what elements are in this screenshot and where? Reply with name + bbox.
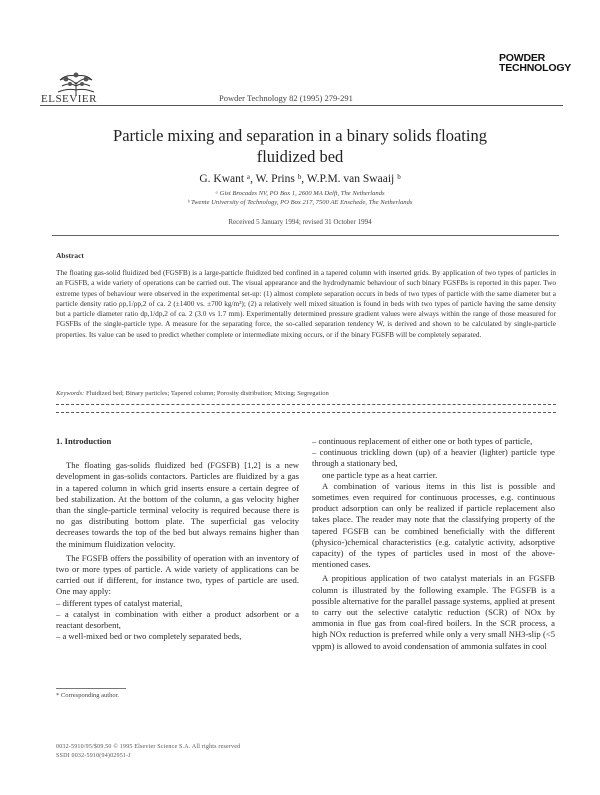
separator-dashes-2 [56,412,556,413]
abstract-text: The floating gas-solid fluidized bed (FGSFB) is a large-particle fluidized bed confined in a tapered column with inserted grids. By application of two types of particles in an FGSFB, a wide variety of operations can be carried out. The visual appearance and the hydrodynamic behaviour of such binary FGSFBs is reported in this paper. Two extreme types of behaviour were observed in the experimental set-up: (1) almost complete separation occurs in beds of two types of particle with the same diameter but a particle density ratio ρp,1/ρp,2 of ca. 2 (±1400 vs. ±700 kg/m³); (2) a relatively well mixed situation is found in beds with two types of particle having the same density but a particle diameter ratio dp,1/dp,2 of ca. 2 (3.0 vs 1.7 mm). Experimentally determined pressure gradient values were always within the range of those measured for FGSFBs of the single-particle type. A measure for the separating force, the so-called separation tendency W, is derived and shown to be calculated by single-particle properties. Its value can be used to predict whether complete or intermediate mixing occurs, or if the binary FGSFB will be completely separated. [56,268,556,339]
paragraph: A combination of various items in this list is possible and sometimes even required for continuous processes, e.g. continuous product adsorption can only be realized if particle replacement also takes place. The reader may note that the classifying property of the tapered FGSFB can be combined beneficially with the different (physico-)chemical characteristics (e.g. catalytic activity, adsorptive capacity) of the types of particles used in most of the above-mentioned cases. [312,480,555,570]
right-column [312,436,555,652]
authors: G. Kwant ᵃ, W. Prins ᵇ, W.P.M. van Swaaij ᵇ [199,173,401,185]
paragraph: The FGSFB offers the possibility of operation with an inventory of two or more types of particle. A wide variety of applications can be carried out if different, for instance two, types of particle are used. One may apply: [56,552,299,597]
list-item: one particle type as a heat carrier. [322,469,438,480]
paragraph: The floating gas-solids fluidized bed (FGSFB) [1,2] is a new development in gas-solids contactors. Particles are fluidized by a gas in a tapered column in which grid inserts ensure a certain degree of bed stabilization. At the bottom of the column, a gas velocity higher than the single-particle terminal velocity is required because there is no gas distributing bottom plate. The superficial gas velocity decreases towards the top of the bed but always remains higher than the minimum fluidization velocity. [56,460,299,549]
footnote: * Corresponding author. [56,692,120,699]
affiliation-a: ᵃ Gist Brocades NV, PO Box 1, 2600 MA Delft, The Netherlands [215,190,385,197]
left-column [56,436,299,642]
header-rule [40,105,563,106]
keywords-label: Keywords: [56,390,85,397]
publisher-name: ELSEVIER [41,93,97,105]
journal-logo-line1: POWDER [499,52,546,64]
separator-dashes-1 [56,404,556,405]
journal-reference: Powder Technology 82 (1995) 279-291 [219,93,353,103]
imprint-ssdi: SSDI 0032-5910(94)02951-J [56,753,131,759]
received-dates: Received 5 January 1994; revised 31 October 1994 [228,218,372,226]
affiliation-b: ᵇ Twente University of Technology, PO Box 217, 7500 AE Enschede, The Netherlands [187,199,413,206]
section-heading: 1. Introduction [56,436,112,446]
title-line-2: fluidized bed [256,147,344,166]
list-item: – continuous replacement of either one or both types of particle, [312,436,533,446]
footnote-rule [56,688,126,689]
paragraph: A propitious application of two catalyst materials in an FGSFB column is illustrated by the following example. The FGSFB is a possible alternative for the parallel passage systems, applied at present to carry out the selective catalytic reduction (SCR) of NOx by ammonia in flue gas from coal-fired boilers. In the SCR process, a high NOx reduction is preferred while only a very small NH3-slip (<5 vppm) is allowed to avoid condensation of ammonia sulfates in cool [312,573,555,651]
imprint-copyright: 0032-5910/95/$09.50 © 1995 Elsevier Science S.A. All rights reserved [56,744,241,750]
keywords [56,390,556,397]
title-line-1: Particle mixing and separation in a binary solids floating [113,126,487,145]
list-item: – a catalyst in combination with either a product adsorbent or a reactant desorbent, [56,608,299,631]
abstract-rule [52,235,559,236]
journal-logo [499,53,571,73]
list-item: – continuous trickling down (up) of a heavier (lighter) particle type through a stationary bed, [312,447,555,469]
abstract-heading: Abstract [56,251,84,260]
list-item: – a well-mixed bed or two completely separated beds, [56,631,242,642]
list-item: – different types of catalyst material, [56,597,183,608]
journal-logo-line2: TECHNOLOGY [499,62,572,74]
article-title [60,125,540,167]
keywords-list: Fluidized bed; Binary particles; Tapered column; Porosity distribution; Mixing; Segregation [85,390,329,397]
